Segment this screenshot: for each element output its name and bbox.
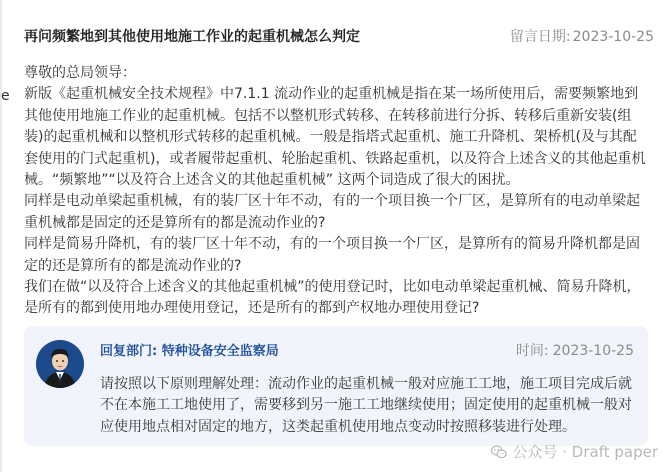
- message-paragraph: 同样是电动单梁起重机械，有的装厂区十年不动，有的一个项目换一个厂区，是算所有的电动单梁起重机械都是固定的还是算所有的都是流动作业的?: [24, 193, 640, 231]
- message-paragraph: 新版《起重机械安全技术规程》中7.1.1 流动作业的起重机械是指在某一场所使用后，需要频繁地到其他使用地施工作业的起重机械。包括不以整机形式转移、在转移前进行分拆、转移后重新安装(组装)的起重机械和以整机形式转移的起重机械。一般是指塔式起重机、施工升降机、架桥机(及与其配套使用的门式起重机)，或者履带起重机、轮胎起重机、铁路起重机，以及符合上述含义的其他起重机械。“频繁地”“以及符合上述含义的其他起重机械” 这两个词造成了很大的困扰。: [24, 86, 646, 189]
- avatar: [36, 340, 84, 388]
- official-avatar-icon: [36, 340, 84, 388]
- reply-department: 回复部门: 特种设备安全监察局: [100, 344, 279, 359]
- left-divider: [0, 0, 2, 472]
- reply-time-value: 2023-10-25: [552, 343, 634, 359]
- message-date: [510, 26, 654, 46]
- message-title[interactable]: 再问频繁地到其他使用地施工作业的起重机械怎么判定: [24, 29, 360, 45]
- message-body: [24, 63, 650, 320]
- wechat-icon: [490, 443, 508, 461]
- message-paragraph: 我们在做“以及符合上述含义的其他起重机械”的使用登记时，比如电动单梁起重机械、简易升降机，是所有的都到使用地办理使用登记，还是所有的都到产权地办理使用登记?: [24, 279, 641, 317]
- message-header: [24, 26, 654, 50]
- reply-time-label: 时间:: [515, 343, 549, 359]
- message-paragraph-greeting: 尊敬的总局领导：: [24, 65, 136, 81]
- reply-time: [516, 340, 634, 360]
- clipped-edge-text: e: [1, 88, 10, 104]
- watermark: [490, 441, 658, 462]
- message-date-label: 留言日期:: [509, 29, 571, 45]
- reply-text: 请按照以下原则理解处理：流动作业的起重机械一般对应施工工地，施工项目完成后就不在本施工工地使用了，需要移到另一施工工地继续使用；固定使用的起重机械一般对应使用地点相对固定的地方，这类起重机使用地点变动时按照移装进行处理。: [100, 376, 632, 435]
- watermark-text: 公众号 · Draft paper: [512, 443, 658, 461]
- reply-card: [24, 326, 648, 446]
- message-date-value: 2023-10-25: [572, 29, 654, 45]
- message-paragraph: 同样是简易升降机，有的装厂区十年不动，有的一个项目换一个厂区，是算所有的简易升降机都是固定的还是算所有的都是流动作业的?: [24, 236, 640, 274]
